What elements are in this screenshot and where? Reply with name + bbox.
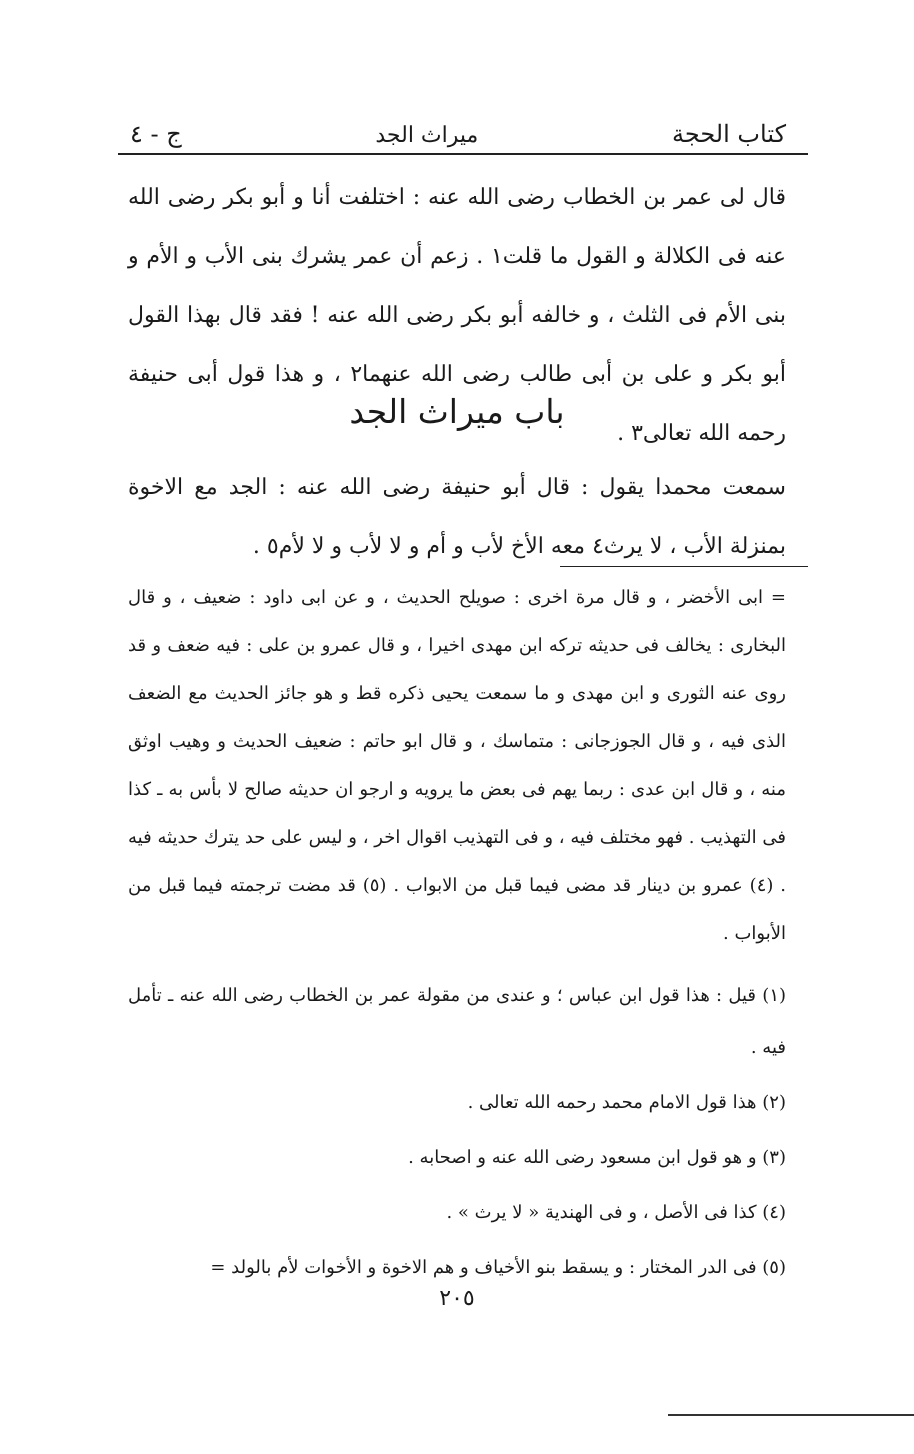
header-rule — [118, 153, 808, 155]
footnote-5: (٥) فى الدر المختار : و يسقط بنو الأخياف و هم الاخوة و الأخوات لأم بالولد = — [210, 1257, 786, 1278]
footnote-4: (٤) كذا فى الأصل ، و فى الهندية « لا يرث » . — [446, 1202, 786, 1223]
main-paragraph: قال لى عمر بن الخطاب رضى الله عنه : اختلفت أنا و أبو بكر رضى الله عنه فى الكلالة و القول ما قلت١ . زعم أن عمر يشرك بنى الأب و الأم و بنى الأم فى الثلث ، و خالفه أبو بكر رضى الله عنه ! فقد قال بهذا القول أبو بكر و على بن أبى طالب رضى الله عنهما٢ ، و هذا قول أبى حنيفة رحمه الله تعالى٣ . — [128, 185, 786, 446]
footnote-1: (١) قيل : هذا قول ابن عباس ؛ و عندى من مقولة عمر بن الخطاب رضى الله عنه ـ تأمل فيه . — [128, 985, 787, 1058]
page-number: ٢٠٥ — [439, 1286, 475, 1311]
book-title: كتاب الحجة — [671, 120, 786, 148]
chapter-heading: باب ميراث الجد — [349, 392, 565, 431]
continued-footnote — [128, 574, 786, 958]
volume-number: ج - ٤ — [130, 120, 182, 148]
chapter-name: ميراث الجد — [375, 123, 479, 148]
running-header — [130, 100, 786, 148]
footnote-separator — [560, 566, 808, 567]
bottom-rule — [668, 1414, 914, 1416]
chapter-paragraph: سمعت محمدا يقول : قال أبو حنيفة رضى الله عنه : الجد مع الاخوة بمنزلة الأب ، لا يرث٤ معه الأخ لأب و أم و لا لأب و لا لأم٥ . — [128, 475, 786, 559]
footnotes-block — [128, 970, 786, 1297]
continued-footnote-text: = ابى الأخضر ، و قال مرة اخرى : صويلح الحديث ، و عن ابى داود : ضعيف ، و قال البخارى : يخالف فى حديثه تركه ابن مهدى اخيرا ، و قال عمرو بن على : فيه ضعف و قد روى عنه الثورى و ابن مهدى و ما سمعت يحيى ذكره قط و هو جائز الحديث مع الضعف الذى فيه ، و قال الجوزجانى : متماسك ، و قال ابو حاتم : ضعيف الحديث و وهيب اوثق منه ، و قال ابن عدى : ربما يهم فى بعض ما يرويه و ارجو ان حديثه صالح لا بأس به ـ كذا فى التهذيب . فهو مختلف فيه ، و فى التهذيب اقوال اخر ، و ليس على حد يترك حديثه فيه . (٤) عمرو بن دينار قد مضى فيما قبل من الابواب . (٥) قد مضت ترجمته فيما قبل من الأبواب . — [128, 587, 786, 944]
footnote-3: (٣) و هو قول ابن مسعود رضى الله عنه و اصحابه . — [408, 1147, 786, 1168]
footnote-2: (٢) هذا قول الامام محمد رحمه الله تعالى . — [467, 1092, 786, 1113]
chapter-text-block — [128, 458, 786, 576]
